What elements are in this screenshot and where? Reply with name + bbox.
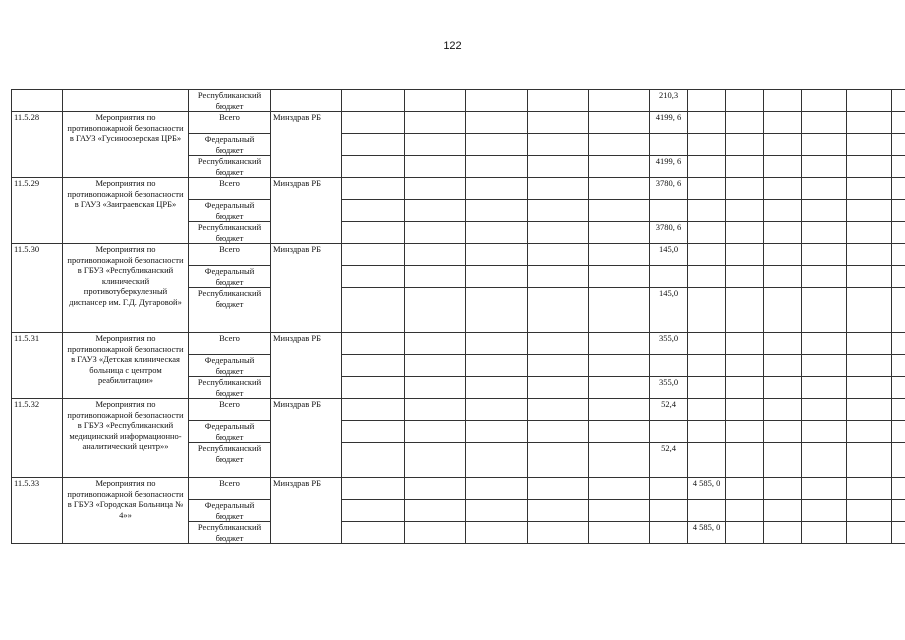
republic-col-13 — [802, 522, 847, 544]
federal-col-15 — [892, 421, 905, 443]
federal-col-14 — [847, 134, 892, 156]
first-row-col-11 — [726, 90, 764, 112]
federal-col-10 — [688, 134, 726, 156]
total-col-6 — [466, 478, 528, 500]
republic-col-11 — [726, 288, 764, 333]
total-col-9 — [650, 478, 688, 500]
republic-col-11 — [726, 156, 764, 178]
republic-col-8 — [589, 288, 650, 333]
total-col-5 — [405, 399, 466, 421]
republic-col-5 — [405, 288, 466, 333]
republic-col-9: 52,4 — [650, 443, 688, 478]
republic-col-13 — [802, 156, 847, 178]
source-federal-cell: Федеральный бюджет — [189, 355, 271, 377]
federal-col-11 — [726, 266, 764, 288]
federal-col-12 — [764, 200, 802, 222]
source-cell: Республиканский бюджет — [189, 90, 271, 112]
total-col-12 — [764, 399, 802, 421]
table-row — [12, 90, 905, 112]
total-col-4 — [342, 178, 405, 200]
republic-col-12 — [764, 522, 802, 544]
first-row-col-6 — [466, 90, 528, 112]
total-col-5 — [405, 178, 466, 200]
republic-col-8 — [589, 222, 650, 244]
total-col-14 — [847, 333, 892, 355]
federal-col-9 — [650, 266, 688, 288]
table-row — [12, 244, 905, 266]
total-col-12 — [764, 178, 802, 200]
source-republic-cell: Республиканский бюджет — [189, 377, 271, 399]
executor-cell: Минздрав РБ — [271, 333, 342, 399]
total-col-7 — [528, 178, 589, 200]
total-col-4 — [342, 399, 405, 421]
republic-col-4 — [342, 522, 405, 544]
source-total-cell: Всего — [189, 333, 271, 355]
total-col-11 — [726, 333, 764, 355]
table-row — [12, 478, 905, 500]
federal-col-4 — [342, 500, 405, 522]
federal-col-13 — [802, 134, 847, 156]
total-col-7 — [528, 244, 589, 266]
total-col-11 — [726, 112, 764, 134]
row-number-cell: 11.5.31 — [12, 333, 63, 399]
republic-col-7 — [528, 222, 589, 244]
source-republic-cell: Республиканский бюджет — [189, 443, 271, 478]
total-col-14 — [847, 478, 892, 500]
republic-col-4 — [342, 156, 405, 178]
republic-col-14 — [847, 156, 892, 178]
source-total-cell: Всего — [189, 244, 271, 266]
republic-col-5 — [405, 377, 466, 399]
row-title-cell — [63, 90, 189, 112]
republic-col-15 — [892, 222, 905, 244]
republic-col-7 — [528, 377, 589, 399]
federal-col-7 — [528, 500, 589, 522]
total-col-11 — [726, 399, 764, 421]
republic-col-13 — [802, 222, 847, 244]
federal-col-5 — [405, 500, 466, 522]
federal-col-6 — [466, 500, 528, 522]
republic-col-10 — [688, 288, 726, 333]
republic-col-7 — [528, 443, 589, 478]
total-col-13 — [802, 244, 847, 266]
first-row-col-12 — [764, 90, 802, 112]
row-number-cell: 11.5.32 — [12, 399, 63, 478]
republic-col-7 — [528, 288, 589, 333]
first-row-col-8 — [589, 90, 650, 112]
federal-col-8 — [589, 421, 650, 443]
row-title-cell: Мероприятия по противопожарной безопасности в ГБУЗ «Городская Больница № 4»» — [63, 478, 189, 544]
total-col-15 — [892, 178, 905, 200]
federal-col-12 — [764, 421, 802, 443]
total-col-5 — [405, 333, 466, 355]
executor-cell: Минздрав РБ — [271, 112, 342, 178]
total-col-8 — [589, 399, 650, 421]
total-col-14 — [847, 178, 892, 200]
executor-cell: Минздрав РБ — [271, 399, 342, 478]
row-title-cell: Мероприятия по противопожарной безопасности в ГБУЗ «Республиканский медицинский информационно-аналитический центр»» — [63, 399, 189, 478]
republic-col-15 — [892, 443, 905, 478]
republic-col-7 — [528, 156, 589, 178]
republic-col-14 — [847, 522, 892, 544]
republic-col-14 — [847, 222, 892, 244]
total-col-14 — [847, 112, 892, 134]
total-col-7 — [528, 478, 589, 500]
total-col-9: 52,4 — [650, 399, 688, 421]
budget-table — [11, 89, 905, 544]
republic-col-5 — [405, 443, 466, 478]
republic-col-15 — [892, 288, 905, 333]
republic-col-8 — [589, 377, 650, 399]
republic-col-9: 3780, 6 — [650, 222, 688, 244]
republic-col-12 — [764, 443, 802, 478]
source-federal-cell: Федеральный бюджет — [189, 134, 271, 156]
first-row-col-7 — [528, 90, 589, 112]
republic-col-5 — [405, 222, 466, 244]
source-federal-cell: Федеральный бюджет — [189, 421, 271, 443]
republic-col-4 — [342, 443, 405, 478]
total-col-13 — [802, 112, 847, 134]
republic-col-11 — [726, 522, 764, 544]
total-col-8 — [589, 178, 650, 200]
table-row — [12, 333, 905, 355]
republic-col-6 — [466, 377, 528, 399]
federal-col-6 — [466, 200, 528, 222]
first-row-col-10 — [688, 90, 726, 112]
total-col-7 — [528, 333, 589, 355]
total-col-4 — [342, 333, 405, 355]
total-col-7 — [528, 112, 589, 134]
executor-cell: Минздрав РБ — [271, 178, 342, 244]
source-total-cell: Всего — [189, 178, 271, 200]
federal-col-11 — [726, 500, 764, 522]
federal-col-6 — [466, 421, 528, 443]
republic-col-6 — [466, 156, 528, 178]
row-title-cell: Мероприятия по противопожарной безопасности в ГАУЗ «Детская клиническая больница с центром реабилитации» — [63, 333, 189, 399]
total-col-12 — [764, 478, 802, 500]
row-number-cell — [12, 90, 63, 112]
federal-col-8 — [589, 200, 650, 222]
total-col-9: 145,0 — [650, 244, 688, 266]
federal-col-4 — [342, 266, 405, 288]
federal-col-15 — [892, 134, 905, 156]
federal-col-7 — [528, 200, 589, 222]
federal-col-8 — [589, 355, 650, 377]
republic-col-11 — [726, 377, 764, 399]
total-col-4 — [342, 112, 405, 134]
federal-col-10 — [688, 421, 726, 443]
federal-col-4 — [342, 200, 405, 222]
federal-col-7 — [528, 421, 589, 443]
republic-col-11 — [726, 443, 764, 478]
federal-col-11 — [726, 134, 764, 156]
republic-col-4 — [342, 377, 405, 399]
total-col-11 — [726, 244, 764, 266]
total-col-8 — [589, 244, 650, 266]
source-total-cell: Всего — [189, 399, 271, 421]
republic-col-8 — [589, 522, 650, 544]
total-col-8 — [589, 112, 650, 134]
federal-col-5 — [405, 266, 466, 288]
federal-col-9 — [650, 134, 688, 156]
federal-col-9 — [650, 200, 688, 222]
total-col-13 — [802, 333, 847, 355]
federal-col-4 — [342, 355, 405, 377]
federal-col-14 — [847, 500, 892, 522]
republic-col-7 — [528, 522, 589, 544]
republic-col-6 — [466, 443, 528, 478]
total-col-11 — [726, 478, 764, 500]
total-col-15 — [892, 112, 905, 134]
source-total-cell: Всего — [189, 478, 271, 500]
republic-col-15 — [892, 156, 905, 178]
republic-col-4 — [342, 222, 405, 244]
federal-col-9 — [650, 355, 688, 377]
total-col-10 — [688, 399, 726, 421]
source-total-cell: Всего — [189, 112, 271, 134]
total-col-13 — [802, 399, 847, 421]
republic-col-4 — [342, 288, 405, 333]
federal-col-13 — [802, 421, 847, 443]
total-col-15 — [892, 399, 905, 421]
row-title-cell: Мероприятия по противопожарной безопасности в ГАУЗ «Гусиноозерская ЦРБ» — [63, 112, 189, 178]
source-republic-cell: Республиканский бюджет — [189, 222, 271, 244]
row-number-cell: 11.5.29 — [12, 178, 63, 244]
republic-col-12 — [764, 156, 802, 178]
federal-col-4 — [342, 421, 405, 443]
federal-col-13 — [802, 200, 847, 222]
total-col-4 — [342, 478, 405, 500]
republic-col-13 — [802, 288, 847, 333]
total-col-6 — [466, 244, 528, 266]
total-col-12 — [764, 112, 802, 134]
table-row — [12, 399, 905, 421]
federal-col-12 — [764, 500, 802, 522]
total-col-10 — [688, 333, 726, 355]
federal-col-11 — [726, 200, 764, 222]
row-number-cell: 11.5.28 — [12, 112, 63, 178]
total-col-9: 3780, 6 — [650, 178, 688, 200]
federal-col-11 — [726, 355, 764, 377]
republic-col-12 — [764, 288, 802, 333]
federal-col-12 — [764, 134, 802, 156]
first-row-col-9: 210,3 — [650, 90, 688, 112]
republic-col-8 — [589, 443, 650, 478]
total-col-10 — [688, 244, 726, 266]
federal-col-6 — [466, 266, 528, 288]
total-col-4 — [342, 244, 405, 266]
total-col-10 — [688, 112, 726, 134]
federal-col-10 — [688, 200, 726, 222]
republic-col-9 — [650, 522, 688, 544]
total-col-14 — [847, 399, 892, 421]
row-title-cell: Мероприятия по противопожарной безопасности в ГАУЗ «Заиграевская ЦРБ» — [63, 178, 189, 244]
total-col-15 — [892, 244, 905, 266]
federal-col-14 — [847, 355, 892, 377]
federal-col-5 — [405, 134, 466, 156]
federal-col-10 — [688, 266, 726, 288]
total-col-15 — [892, 333, 905, 355]
federal-col-13 — [802, 500, 847, 522]
page-number: 122 — [443, 40, 462, 52]
federal-col-7 — [528, 355, 589, 377]
federal-col-8 — [589, 500, 650, 522]
federal-col-6 — [466, 355, 528, 377]
republic-col-6 — [466, 522, 528, 544]
republic-col-10: 4 585, 0 — [688, 522, 726, 544]
republic-col-15 — [892, 377, 905, 399]
row-title-cell: Мероприятия по противопожарной безопасности в ГБУЗ «Республиканский клинический противотуберкулезный диспансер им. Г.Д. Дугаровой» — [63, 244, 189, 333]
republic-col-15 — [892, 522, 905, 544]
table-row — [12, 112, 905, 134]
first-row-col-13 — [802, 90, 847, 112]
executor-cell: Минздрав РБ — [271, 244, 342, 333]
total-col-13 — [802, 178, 847, 200]
republic-col-13 — [802, 443, 847, 478]
federal-col-15 — [892, 200, 905, 222]
federal-col-7 — [528, 266, 589, 288]
first-row-col-15 — [892, 90, 905, 112]
source-republic-cell: Республиканский бюджет — [189, 156, 271, 178]
republic-col-12 — [764, 222, 802, 244]
federal-col-5 — [405, 200, 466, 222]
table-row — [12, 178, 905, 200]
republic-col-11 — [726, 222, 764, 244]
federal-col-11 — [726, 421, 764, 443]
federal-col-13 — [802, 355, 847, 377]
federal-col-10 — [688, 500, 726, 522]
source-republic-cell: Республиканский бюджет — [189, 288, 271, 333]
total-col-6 — [466, 112, 528, 134]
republic-col-5 — [405, 522, 466, 544]
federal-col-9 — [650, 500, 688, 522]
federal-col-5 — [405, 421, 466, 443]
federal-col-14 — [847, 266, 892, 288]
total-col-6 — [466, 333, 528, 355]
republic-col-10 — [688, 443, 726, 478]
federal-col-14 — [847, 200, 892, 222]
first-row-col-5 — [405, 90, 466, 112]
total-col-9: 4199, 6 — [650, 112, 688, 134]
federal-col-6 — [466, 134, 528, 156]
total-col-6 — [466, 399, 528, 421]
federal-col-12 — [764, 266, 802, 288]
total-col-11 — [726, 178, 764, 200]
total-col-8 — [589, 333, 650, 355]
source-federal-cell: Федеральный бюджет — [189, 200, 271, 222]
federal-col-4 — [342, 134, 405, 156]
republic-col-12 — [764, 377, 802, 399]
republic-col-14 — [847, 377, 892, 399]
total-col-10: 4 585, 0 — [688, 478, 726, 500]
total-col-14 — [847, 244, 892, 266]
total-col-8 — [589, 478, 650, 500]
total-col-7 — [528, 399, 589, 421]
republic-col-10 — [688, 156, 726, 178]
republic-col-5 — [405, 156, 466, 178]
republic-col-6 — [466, 222, 528, 244]
republic-col-8 — [589, 156, 650, 178]
republic-col-14 — [847, 288, 892, 333]
federal-col-14 — [847, 421, 892, 443]
republic-col-13 — [802, 377, 847, 399]
federal-col-9 — [650, 421, 688, 443]
federal-col-15 — [892, 266, 905, 288]
total-col-12 — [764, 244, 802, 266]
total-col-9: 355,0 — [650, 333, 688, 355]
first-row-col-4 — [342, 90, 405, 112]
republic-col-9: 355,0 — [650, 377, 688, 399]
total-col-5 — [405, 112, 466, 134]
total-col-15 — [892, 478, 905, 500]
republic-col-10 — [688, 222, 726, 244]
federal-col-8 — [589, 134, 650, 156]
total-col-10 — [688, 178, 726, 200]
total-col-5 — [405, 244, 466, 266]
executor-cell: Минздрав РБ — [271, 478, 342, 544]
federal-col-15 — [892, 500, 905, 522]
federal-col-12 — [764, 355, 802, 377]
republic-col-10 — [688, 377, 726, 399]
total-col-6 — [466, 178, 528, 200]
first-row-col-14 — [847, 90, 892, 112]
federal-col-5 — [405, 355, 466, 377]
executor-cell — [271, 90, 342, 112]
total-col-12 — [764, 333, 802, 355]
republic-col-14 — [847, 443, 892, 478]
federal-col-10 — [688, 355, 726, 377]
federal-col-7 — [528, 134, 589, 156]
federal-col-8 — [589, 266, 650, 288]
source-federal-cell: Федеральный бюджет — [189, 500, 271, 522]
total-col-13 — [802, 478, 847, 500]
federal-col-13 — [802, 266, 847, 288]
source-federal-cell: Федеральный бюджет — [189, 266, 271, 288]
republic-col-6 — [466, 288, 528, 333]
source-republic-cell: Республиканский бюджет — [189, 522, 271, 544]
federal-col-15 — [892, 355, 905, 377]
republic-col-9: 4199, 6 — [650, 156, 688, 178]
republic-col-9: 145,0 — [650, 288, 688, 333]
total-col-5 — [405, 478, 466, 500]
row-number-cell: 11.5.33 — [12, 478, 63, 544]
row-number-cell: 11.5.30 — [12, 244, 63, 333]
